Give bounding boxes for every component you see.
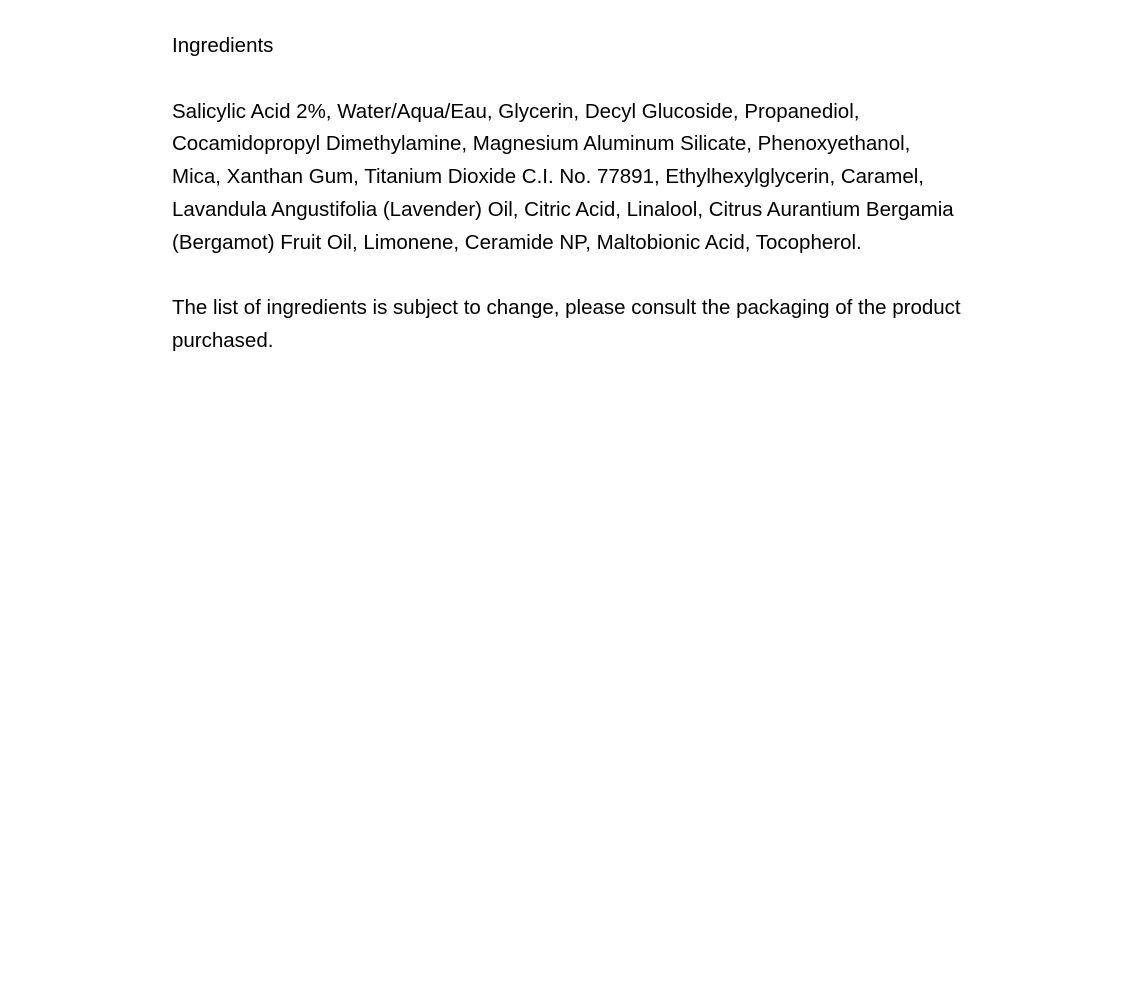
ingredients-heading: Ingredients (172, 34, 274, 57)
paragraph-spacer (172, 260, 962, 293)
document-body (172, 30, 962, 358)
ingredients-list: Salicylic Acid 2%, Water/Aqua/Eau, Glycerin, Decyl Glucoside, Propanediol, Cocamidopropyl Dimethylamine, Magnesium Aluminum Silicate, Phenoxyethanol, Mica, Xanthan Gum, Titanium Dioxide C.I. No. 77891, Ethylhexylglycerin, Caramel, Lavandula Angustifolia (Lavender) Oil, Citric Acid, Linalool, Citrus Aurantium Bergamia (Bergamot) Fruit Oil, Limonene, Ceramide NP, Maltobionic Acid, Tocopherol. (172, 99, 954, 254)
disclaimer-text: The list of ingredients is subject to change, please consult the packaging of the product purchased. (172, 296, 961, 353)
paragraph-spacer (172, 63, 962, 96)
